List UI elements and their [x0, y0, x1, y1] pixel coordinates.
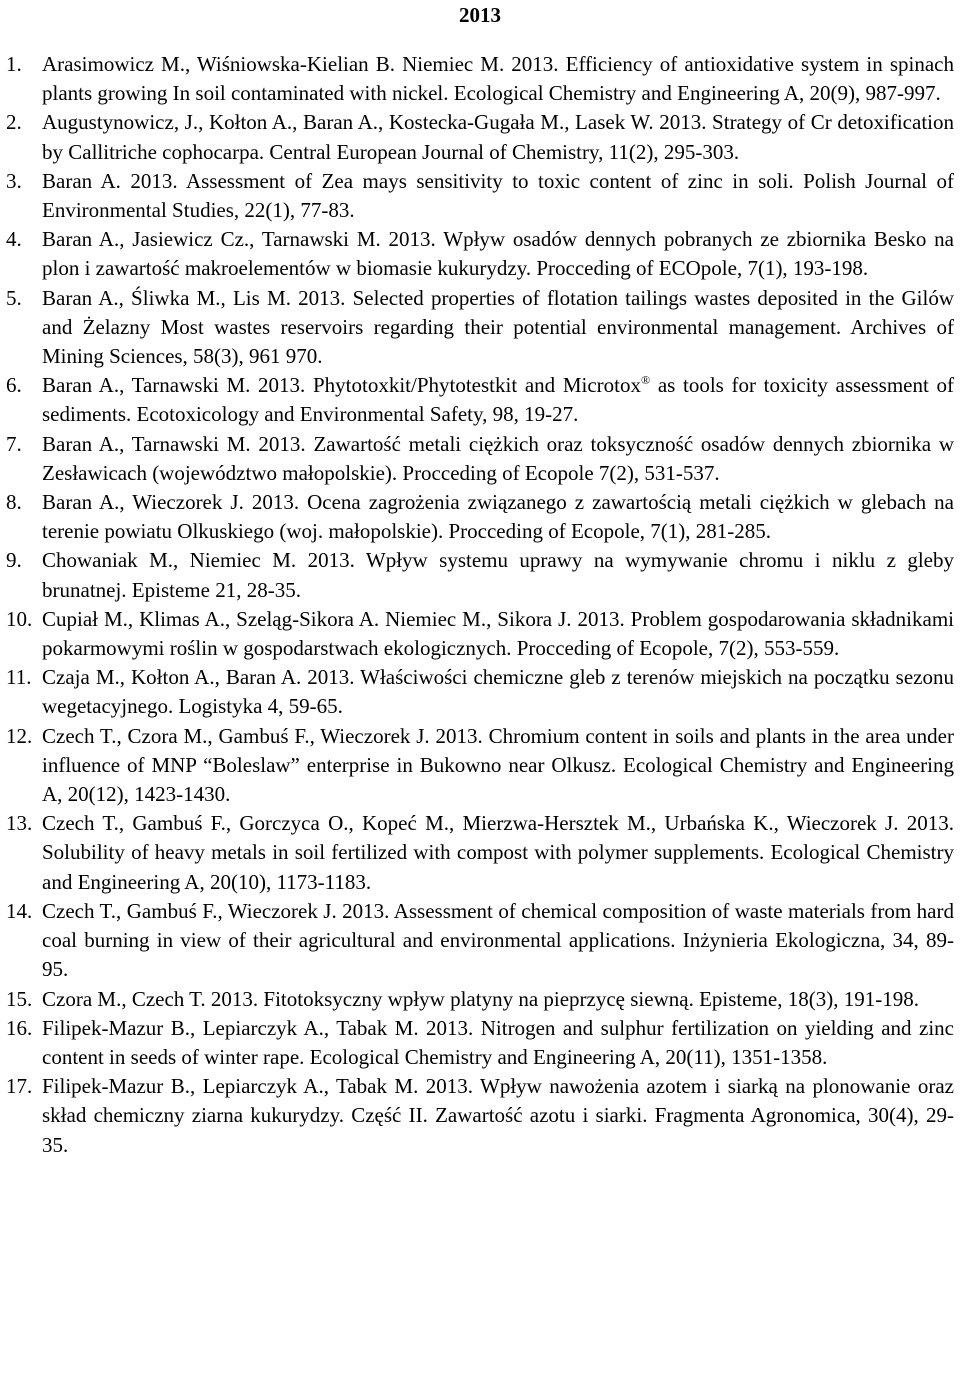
reference-text: Arasimowicz M., Wiśniowska-Kielian B. Niemiec M. 2013. Efficiency of antioxidative system in spinach plants growing In soil contaminated with nickel. Ecological Chemistry and Engineering A, 20(9), 987-997.: [42, 52, 954, 106]
reference-text: Chowaniak M., Niemiec M. 2013. Wpływ systemu uprawy na wymywanie chromu i niklu z gleby brunatnej. Episteme 21, 28-35.: [42, 548, 954, 602]
reference-text: Baran A. 2013. Assessment of Zea mays sensitivity to toxic content of zinc in soli. Polish Journal of Environmental Studies, 22(1), 77-83.: [42, 168, 954, 223]
reference-number: 10.: [6, 606, 33, 631]
reference-item: [6, 663, 954, 721]
reference-text: Augustynowicz, J., Kołton A., Baran A., Kostecka-Gugała M., Lasek W. 2013. Strategy of Cr detoxification by Callitriche cophocarpa. Central European Journal of Chemistry, 11(2), 295-303.: [42, 110, 954, 164]
reference-text: [42, 373, 954, 426]
reference-number: 3.: [6, 168, 22, 193]
reference-item: [6, 897, 954, 985]
reference-text: Czora M., Czech T. 2013. Fitotoksyczny wpływ platyny na pieprzycę siewną. Episteme, 18(3), 191-198.: [42, 986, 919, 1011]
reference-number: 8.: [6, 490, 22, 515]
reference-item: [6, 488, 954, 546]
registered-trademark-sup: ®: [641, 373, 651, 388]
reference-text: Baran A., Wieczorek J. 2013. Ocena zagrożenia związanego z zawartością metali ciężkich w glebach na terenie powiatu Olkuskiego (woj. małopolskie). Procceding of Ecopole, 7(1), 281-285.: [42, 490, 954, 544]
reference-item: [6, 371, 954, 429]
reference-item: [6, 225, 954, 283]
year-heading: 2013: [459, 3, 501, 27]
reference-item: [6, 167, 954, 225]
reference-text: Czech T., Gambuś F., Wieczorek J. 2013. Assessment of chemical composition of waste materials from hard coal burning in view of their agricultural and environmental applications. Inżynieria Ekologiczna, 34, 89-95.: [42, 898, 954, 982]
reference-number: 2.: [6, 110, 22, 135]
reference-number: 7.: [6, 431, 22, 456]
reference-number: 1.: [6, 52, 22, 76]
reference-item: [6, 722, 954, 810]
reference-number: 14.: [6, 898, 33, 923]
reference-number: 9.: [6, 548, 22, 573]
reference-list: [6, 50, 954, 1160]
reference-text-before: Baran A., Tarnawski M. 2013. Phytotoxkit/Phytotestkit and Microtox: [42, 373, 642, 398]
reference-number: 6.: [6, 373, 22, 398]
reference-text: Czaja M., Kołton A., Baran A. 2013. Właściwości chemiczne gleb z terenów miejskich na początku sezonu wegetacyjnego. Logistyka 4, 59-65.: [42, 665, 954, 719]
reference-text: Filipek-Mazur B., Lepiarczyk A., Tabak M. 2013. Wpływ nawożenia azotem i siarką na plonowanie oraz skład chemiczny ziarna kukurydzy. Część II. Zawartość azotu i siarki. Fragmenta Agronomica, 30(4), 29-35.: [42, 1074, 954, 1157]
reference-item: [6, 430, 954, 488]
reference-item: [6, 809, 954, 897]
reference-item: [6, 50, 954, 108]
reference-text: Czech T., Czora M., Gambuś F., Wieczorek J. 2013. Chromium content in soils and plants in the area under influence of MNP “Boleslaw” enterprise in Bukowno near Olkusz. Ecological Chemistry and Engineering A, 20(12), 1423-1430.: [42, 723, 954, 807]
reference-item: [6, 985, 954, 1014]
reference-number: 4.: [6, 227, 22, 252]
reference-number: 11.: [6, 665, 32, 690]
reference-number: 16.: [6, 1015, 33, 1040]
reference-text: Baran A., Śliwka M., Lis M. 2013. Selected properties of flotation tailings wastes deposited in the Gilów and Żelazny Most wastes reservoirs regarding their potential environmental management. Archives of Mining Sciences, 58(3), 961 970.: [42, 285, 954, 369]
reference-text: Baran A., Jasiewicz Cz., Tarnawski M. 2013. Wpływ osadów dennych pobranych ze zbiornika Besko na plon i zawartość makroelementów w biomasie kukurydzy. Procceding of ECOpole, 7(1), 193-198.: [42, 227, 954, 281]
reference-item: [6, 1072, 954, 1160]
reference-number: 12.: [6, 723, 33, 748]
reference-item: [6, 605, 954, 663]
reference-text: Filipek-Mazur B., Lepiarczyk A., Tabak M. 2013. Nitrogen and sulphur fertilization on yielding and zinc content in seeds of winter rape. Ecological Chemistry and Engineering A, 20(11), 1351-1358.: [42, 1015, 954, 1069]
reference-text: Cupiał M., Klimas A., Szeląg-Sikora A. Niemiec M., Sikora J. 2013. Problem gospodarowania składnikami pokarmowymi roślin w gospodarstwach ekologicznych. Procceding of Ecopole, 7(2), 553-559.: [42, 606, 954, 661]
reference-item: [6, 546, 954, 604]
reference-number: 5.: [6, 285, 22, 310]
reference-text: Czech T., Gambuś F., Gorczyca O., Kopeć M., Mierzwa-Hersztek M., Urbańska K., Wieczorek J. 2013. Solubility of heavy metals in soil fertilized with compost with polymer supplements. Ecological Chemistry and Engineering A, 20(10), 1173-1183.: [42, 811, 954, 894]
reference-text: Baran A., Tarnawski M. 2013. Zawartość metali ciężkich oraz toksyczność osadów dennych zbiornika w Zesławicach (województwo małopolskie). Procceding of Ecopole 7(2), 531-537.: [42, 431, 954, 485]
reference-number: 13.: [6, 811, 33, 836]
reference-item: [6, 1014, 954, 1072]
reference-text-after: as tools for toxicity assessment of sediments. Ecotoxicology and Environmental Safety, 98, 19-27.: [42, 373, 954, 427]
reference-number: 15.: [6, 986, 33, 1011]
reference-item: [6, 108, 954, 166]
reference-number: 17.: [6, 1074, 33, 1099]
reference-item: [6, 284, 954, 372]
